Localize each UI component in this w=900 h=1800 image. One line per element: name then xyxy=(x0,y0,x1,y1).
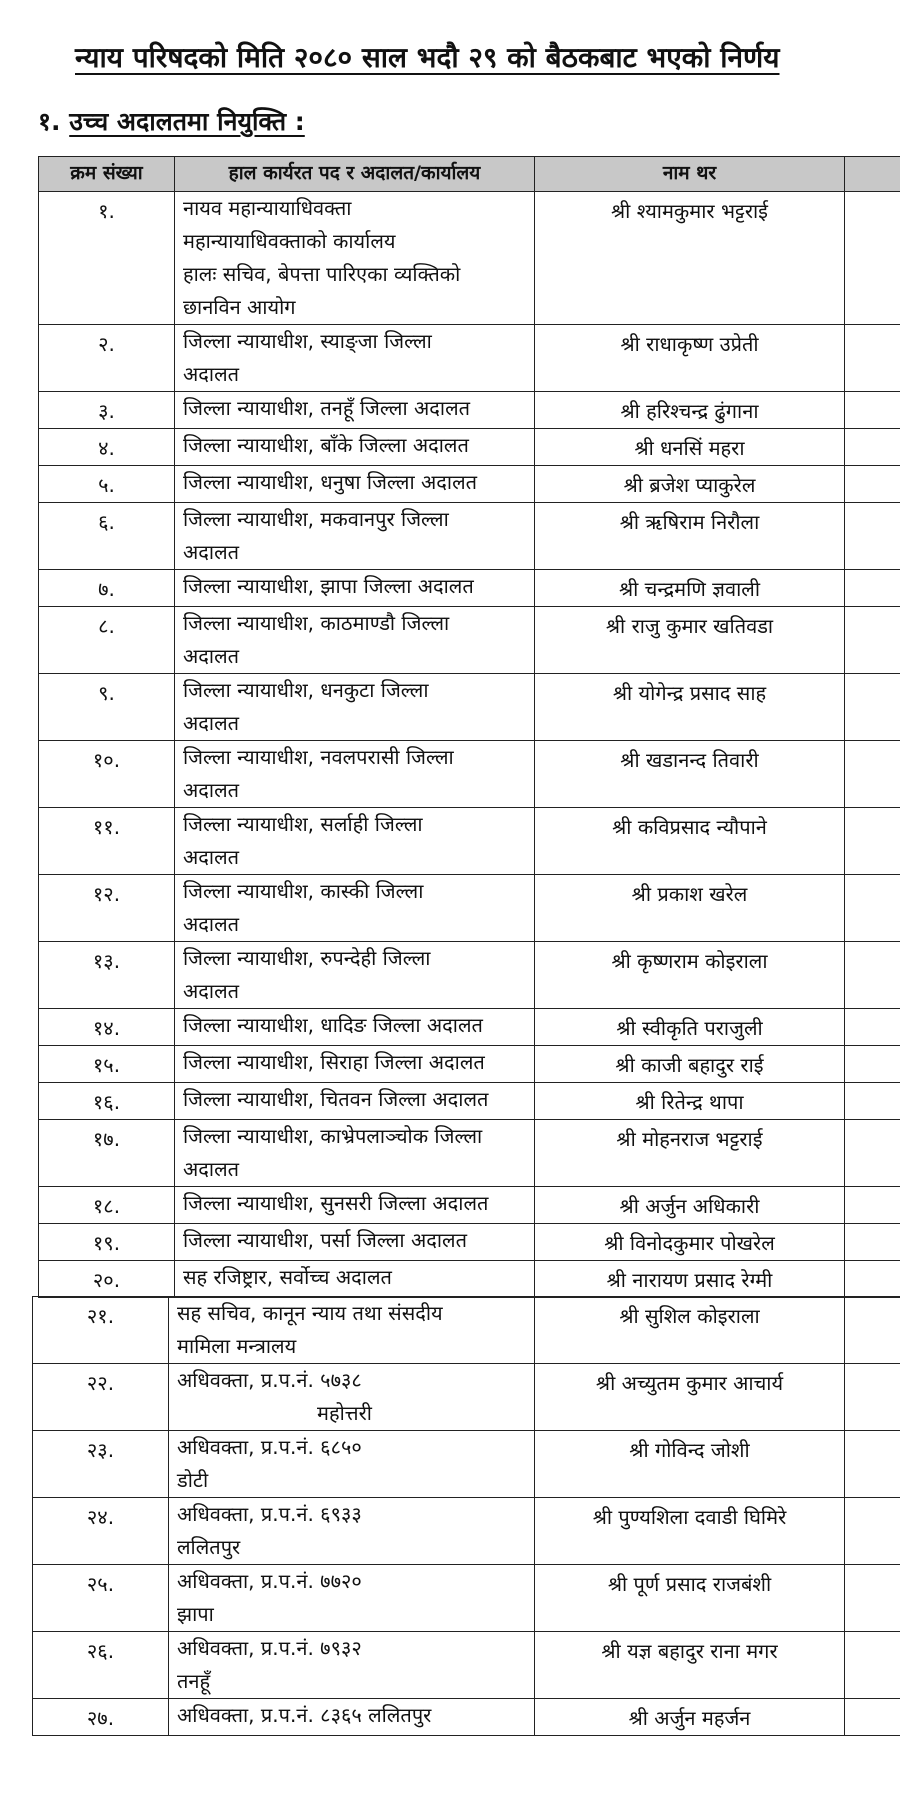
serial-number: १०. xyxy=(39,741,175,808)
table-row xyxy=(39,1120,900,1187)
position-line: अदालत xyxy=(183,540,240,564)
position-line: सह सचिव, कानून न्याय तथा संसदीय xyxy=(177,1301,443,1325)
person-name: श्री ब्रजेश प्याकुरेल xyxy=(535,466,845,503)
serial-number: १७. xyxy=(39,1120,175,1187)
person-name: श्री हरिश्चन्द्र ढुंगाना xyxy=(535,392,845,429)
section-number: १. xyxy=(38,107,61,136)
section-heading xyxy=(38,104,305,138)
table-row xyxy=(39,503,900,570)
serial-number: ८. xyxy=(39,607,175,674)
position-line: जिल्ला न्यायाधीश, झापा जिल्ला अदालत xyxy=(183,574,474,598)
extra-cell xyxy=(845,942,900,1009)
table-row xyxy=(33,1364,900,1431)
person-name: श्री कृष्णराम कोइराला xyxy=(535,942,845,1009)
position-line: झापा xyxy=(177,1602,214,1626)
serial-number: १२. xyxy=(39,875,175,942)
position-cell xyxy=(169,1699,535,1736)
table-row xyxy=(33,1699,900,1736)
person-name: श्री चन्द्रमणि ज्ञवाली xyxy=(535,570,845,607)
extra-cell xyxy=(845,808,900,875)
position-cell xyxy=(175,1187,535,1224)
serial-number: २०. xyxy=(39,1261,175,1298)
position-line: जिल्ला न्यायाधीश, स्याङ्जा जिल्ला xyxy=(183,329,432,353)
position-line: मामिला मन्त्रालय xyxy=(177,1334,297,1358)
table-row xyxy=(39,570,900,607)
person-name: श्री पूर्ण प्रसाद राजबंशी xyxy=(535,1565,845,1632)
table-row xyxy=(39,942,900,1009)
table-row xyxy=(33,1431,900,1498)
position-line: अदालत xyxy=(183,912,240,936)
position-cell xyxy=(175,392,535,429)
header-position: हाल कार्यरत पद र अदालत/कार्यालय xyxy=(175,157,535,192)
extra-cell xyxy=(845,570,900,607)
serial-number: ६. xyxy=(39,503,175,570)
serial-number: ४. xyxy=(39,429,175,466)
serial-number: १५. xyxy=(39,1046,175,1083)
position-line: नायव महान्यायाधिवक्ता xyxy=(183,196,352,220)
position-cell xyxy=(175,1120,535,1187)
extra-cell xyxy=(845,1120,900,1187)
table-row xyxy=(39,607,900,674)
person-name: श्री अच्युतम कुमार आचार्य xyxy=(535,1364,845,1431)
person-name: श्री कविप्रसाद न्यौपाने xyxy=(535,808,845,875)
position-cell xyxy=(169,1297,535,1364)
person-name: श्री यज्ञ बहादुर राना मगर xyxy=(535,1632,845,1699)
serial-number: २७. xyxy=(33,1699,169,1736)
serial-number: २२. xyxy=(33,1364,169,1431)
position-line: जिल्ला न्यायाधीश, धनकुटा जिल्ला xyxy=(183,678,429,702)
position-line: जिल्ला न्यायाधीश, कास्की जिल्ला xyxy=(183,879,424,903)
position-line: अदालत xyxy=(183,644,240,668)
header-name: नाम थर xyxy=(535,157,845,192)
serial-number: १८. xyxy=(39,1187,175,1224)
position-line: जिल्ला न्यायाधीश, चितवन जिल्ला अदालत xyxy=(183,1087,489,1111)
position-cell xyxy=(175,1009,535,1046)
serial-number: २१. xyxy=(33,1297,169,1364)
position-line: अधिवक्ता, प्र.प.नं. ५७३८ xyxy=(177,1368,362,1392)
extra-cell xyxy=(845,392,900,429)
serial-number: १९. xyxy=(39,1224,175,1261)
position-line: जिल्ला न्यायाधीश, मकवानपुर जिल्ला xyxy=(183,507,449,531)
serial-number: १. xyxy=(39,192,175,325)
position-cell xyxy=(175,674,535,741)
position-line: अदालत xyxy=(183,979,240,1003)
position-cell xyxy=(169,1632,535,1699)
position-line: जिल्ला न्यायाधीश, काठमाण्डौ जिल्ला xyxy=(183,611,450,635)
table-row xyxy=(39,1224,900,1261)
extra-cell xyxy=(845,1364,900,1431)
extra-cell xyxy=(845,1224,900,1261)
person-name: श्री धनसिं महरा xyxy=(535,429,845,466)
extra-cell xyxy=(845,1498,900,1565)
person-name: श्री प्रकाश खरेल xyxy=(535,875,845,942)
extra-cell xyxy=(845,1431,900,1498)
position-line: हालः सचिव, बेपत्ता पारिएका व्यक्तिको xyxy=(183,262,461,286)
position-cell xyxy=(175,325,535,392)
position-line: जिल्ला न्यायाधीश, सर्लाही जिल्ला xyxy=(183,812,423,836)
table-row xyxy=(39,466,900,503)
document-title: न्याय परिषदको मिति २०८० साल भदौ २९ को बैठकबाट भएको निर्णय xyxy=(75,41,780,74)
table-row xyxy=(39,1009,900,1046)
position-cell xyxy=(175,1046,535,1083)
person-name: श्री सुशिल कोइराला xyxy=(535,1297,845,1364)
serial-number: ७. xyxy=(39,570,175,607)
extra-cell xyxy=(845,1297,900,1364)
table-row xyxy=(39,1187,900,1224)
position-line: जिल्ला न्यायाधीश, बाँके जिल्ला अदालत xyxy=(183,433,469,457)
position-cell xyxy=(175,808,535,875)
person-name: श्री श्यामकुमार भट्टराई xyxy=(535,192,845,325)
position-cell xyxy=(175,1261,535,1298)
table-row xyxy=(33,1632,900,1699)
person-name: श्री अर्जुन महर्जन xyxy=(535,1699,845,1736)
position-line: अधिवक्ता, प्र.प.नं. ६९३३ xyxy=(177,1502,362,1526)
table-row xyxy=(39,1261,900,1298)
extra-cell xyxy=(845,674,900,741)
table-row xyxy=(39,1083,900,1120)
position-cell xyxy=(175,570,535,607)
position-line: जिल्ला न्यायाधीश, काभ्रेपलाञ्चोक जिल्ला xyxy=(183,1124,483,1148)
position-line: अदालत xyxy=(183,362,240,386)
serial-number: १६. xyxy=(39,1083,175,1120)
serial-number: १४. xyxy=(39,1009,175,1046)
extra-cell xyxy=(845,466,900,503)
extra-cell xyxy=(845,1009,900,1046)
position-cell xyxy=(175,942,535,1009)
serial-number: १३. xyxy=(39,942,175,1009)
table-row xyxy=(33,1498,900,1565)
position-line: छानविन आयोग xyxy=(183,295,296,319)
position-line: जिल्ला न्यायाधीश, सुनसरी जिल्ला अदालत xyxy=(183,1191,489,1215)
position-line: अदालत xyxy=(183,778,240,802)
person-name: श्री मोहनराज भट्टराई xyxy=(535,1120,845,1187)
extra-cell xyxy=(845,192,900,325)
serial-number: २५. xyxy=(33,1565,169,1632)
table-row xyxy=(39,392,900,429)
table-row xyxy=(39,808,900,875)
position-cell xyxy=(175,875,535,942)
table-row xyxy=(39,875,900,942)
position-line: अधिवक्ता, प्र.प.नं. ७७२० xyxy=(177,1569,362,1593)
serial-number: ९. xyxy=(39,674,175,741)
table-row xyxy=(33,1565,900,1632)
serial-number: २३. xyxy=(33,1431,169,1498)
extra-cell xyxy=(845,1187,900,1224)
extra-cell xyxy=(845,1565,900,1632)
serial-number: २४. xyxy=(33,1498,169,1565)
position-cell xyxy=(169,1498,535,1565)
position-cell xyxy=(169,1431,535,1498)
person-name: श्री गोविन्द जोशी xyxy=(535,1431,845,1498)
position-line: जिल्ला न्यायाधीश, तनहूँ जिल्ला अदालत xyxy=(183,396,471,420)
extra-cell xyxy=(845,741,900,808)
serial-number: ३. xyxy=(39,392,175,429)
serial-number: २. xyxy=(39,325,175,392)
appointments-table-part1 xyxy=(38,156,900,1298)
position-line: डोटी xyxy=(177,1468,209,1492)
extra-cell xyxy=(845,1046,900,1083)
person-name: श्री पुण्यशिला दवाडी घिमिरे xyxy=(535,1498,845,1565)
header-extra xyxy=(845,157,900,192)
extra-cell xyxy=(845,875,900,942)
table-row xyxy=(33,1297,900,1364)
person-name: श्री स्वीकृति पराजुली xyxy=(535,1009,845,1046)
person-name: श्री राजु कुमार खतिवडा xyxy=(535,607,845,674)
extra-cell xyxy=(845,1261,900,1298)
position-line: जिल्ला न्यायाधीश, रुपन्देही जिल्ला xyxy=(183,946,431,970)
position-line: सह रजिष्ट्रार, सर्वोच्च अदालत xyxy=(183,1265,392,1289)
position-line: तनहूँ xyxy=(177,1669,211,1693)
appointments-table-part2 xyxy=(32,1296,900,1736)
section-heading-text: उच्च अदालतमा नियुक्ति : xyxy=(69,107,305,136)
header-serial: क्रम संख्या xyxy=(39,157,175,192)
position-line: जिल्ला न्यायाधीश, धादिङ जिल्ला अदालत xyxy=(183,1013,483,1037)
position-line: अधिवक्ता, प्र.प.नं. ६८५० xyxy=(177,1435,362,1459)
extra-cell xyxy=(845,503,900,570)
position-line: अधिवक्ता, प्र.प.नं. ७९३२ xyxy=(177,1636,362,1660)
position-cell xyxy=(175,1224,535,1261)
extra-cell xyxy=(845,607,900,674)
position-cell xyxy=(175,1083,535,1120)
position-cell xyxy=(175,466,535,503)
person-name: श्री ऋषिराम निरौला xyxy=(535,503,845,570)
position-cell xyxy=(175,429,535,466)
extra-cell xyxy=(845,1699,900,1736)
table-row xyxy=(39,1046,900,1083)
position-cell xyxy=(175,607,535,674)
position-cell xyxy=(175,741,535,808)
table-row xyxy=(39,741,900,808)
extra-cell xyxy=(845,1083,900,1120)
person-name: श्री विनोदकुमार पोखरेल xyxy=(535,1224,845,1261)
person-name: श्री अर्जुन अधिकारी xyxy=(535,1187,845,1224)
person-name: श्री खडानन्द तिवारी xyxy=(535,741,845,808)
position-cell xyxy=(175,192,535,325)
position-cell xyxy=(169,1364,535,1431)
position-line: जिल्ला न्यायाधीश, नवलपरासी जिल्ला xyxy=(183,745,454,769)
position-line xyxy=(177,1397,526,1430)
position-line-text: महोत्तरी xyxy=(317,1401,372,1425)
person-name: श्री काजी बहादुर राई xyxy=(535,1046,845,1083)
position-line: अधिवक्ता, प्र.प.नं. ८३६५ ललितपुर xyxy=(177,1703,432,1727)
person-name: श्री नारायण प्रसाद रेग्मी xyxy=(535,1261,845,1298)
serial-number: ५. xyxy=(39,466,175,503)
table-row xyxy=(39,429,900,466)
table-header-row xyxy=(39,157,900,192)
extra-cell xyxy=(845,1632,900,1699)
table-row xyxy=(39,674,900,741)
position-line: जिल्ला न्यायाधीश, पर्सा जिल्ला अदालत xyxy=(183,1228,467,1252)
serial-number: २६. xyxy=(33,1632,169,1699)
position-line: महान्यायाधिवक्ताको कार्यालय xyxy=(183,229,396,253)
person-name: श्री योगेन्द्र प्रसाद साह xyxy=(535,674,845,741)
position-cell xyxy=(175,503,535,570)
serial-number: ११. xyxy=(39,808,175,875)
table-row xyxy=(39,325,900,392)
position-line: अदालत xyxy=(183,845,240,869)
position-line: जिल्ला न्यायाधीश, धनुषा जिल्ला अदालत xyxy=(183,470,478,494)
extra-cell xyxy=(845,429,900,466)
position-cell xyxy=(169,1565,535,1632)
position-line: अदालत xyxy=(183,1157,240,1181)
person-name: श्री रितेन्द्र थापा xyxy=(535,1083,845,1120)
position-line: ललितपुर xyxy=(177,1535,241,1559)
person-name: श्री राधाकृष्ण उप्रेती xyxy=(535,325,845,392)
extra-cell xyxy=(845,325,900,392)
table-row xyxy=(39,192,900,325)
position-line: जिल्ला न्यायाधीश, सिराहा जिल्ला अदालत xyxy=(183,1050,485,1074)
position-line: अदालत xyxy=(183,711,240,735)
